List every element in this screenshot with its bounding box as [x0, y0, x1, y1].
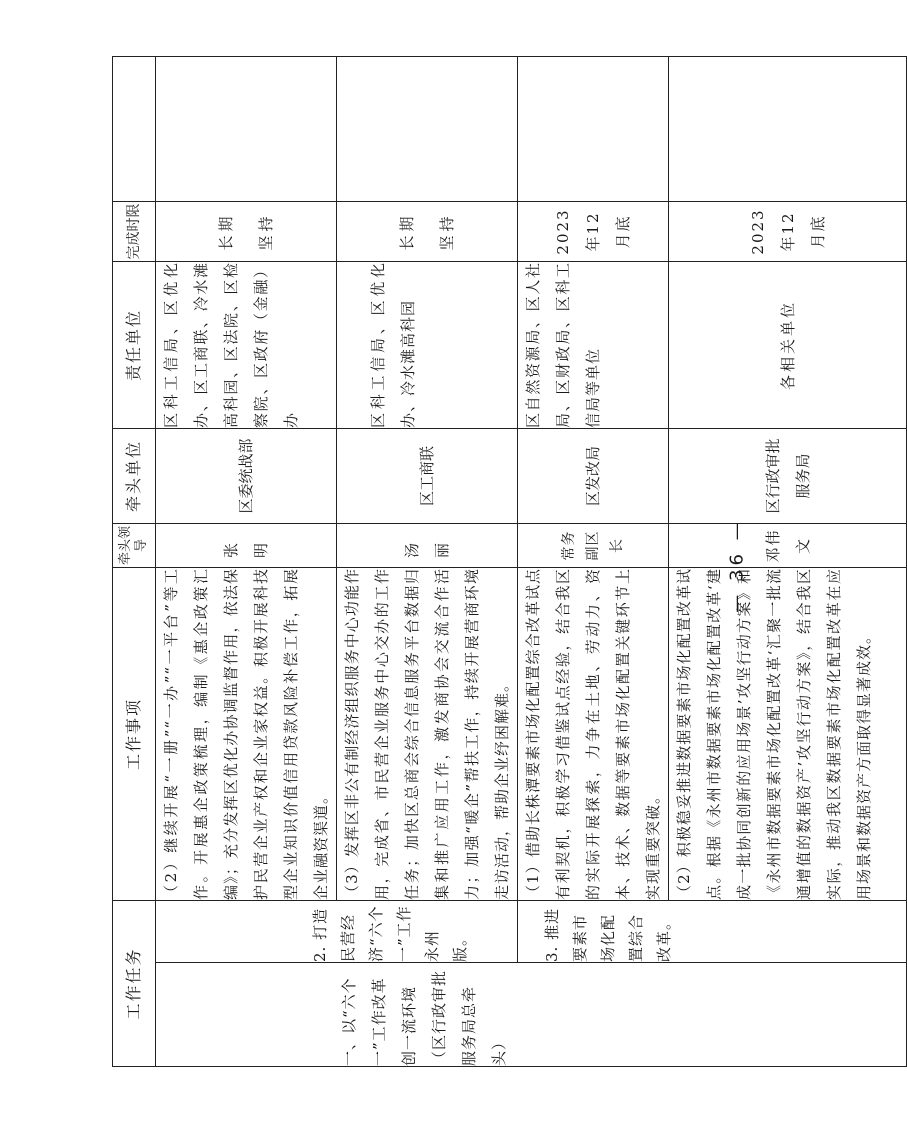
- rotated-table-wrapper: [112, 57, 873, 1067]
- main-task-text: 一、以“六个一”工作改革创一流环境（区行政审批服务局总牵头）: [340, 969, 508, 1066]
- main-task-cell: [156, 963, 907, 1067]
- table-row: [156, 56, 337, 1066]
- header-lead-unit: 牵头单位: [113, 428, 156, 523]
- table-row: [518, 56, 669, 1066]
- page-number: — 36 —: [726, 518, 748, 613]
- item-cell: [156, 567, 337, 900]
- lead-unit-cell: 区行政审批服务局: [669, 428, 907, 523]
- deadline-cell: 2023年12月底: [669, 201, 907, 261]
- resp-unit-cell: 区自然资源局、区人社局、区财政局、区科工信局等单位: [518, 261, 669, 428]
- header-resp-unit: 责任单位: [113, 261, 156, 428]
- item-text: （3）发挥区非公有制经济组织服务中心功能作用，完成省、市民营企业服务中心交办的工作任务；加快区总商会综合信息服务平台数据归集和推广应用工作，激发商协会交流合作活力；加强“暖企”帮扶工作，持续开展营商环境走访活动，帮助企业纾困解难。: [343, 567, 511, 900]
- resp-unit-cell: 各相关单位: [669, 261, 907, 428]
- subtask-2-text: 2. 打造民营经济“六个一”工作永州版。: [311, 905, 469, 962]
- header-deadline: 完成时限: [113, 201, 156, 261]
- header-row: [113, 56, 156, 1066]
- work-plan-table: [112, 56, 907, 1067]
- header-spare: [113, 56, 156, 201]
- spare-cell: [669, 56, 907, 201]
- deadline-cell: 2023年12月底: [518, 201, 669, 261]
- leader-cell: 张明: [156, 523, 337, 567]
- spare-cell: [156, 56, 337, 201]
- spare-cell: [518, 56, 669, 201]
- header-leader: 牵头领导: [113, 523, 156, 567]
- lead-unit-cell: 区发改局: [518, 428, 669, 523]
- resp-unit-cell: 区科工信局、区优化办、区工商联、冷水滩高科园、区法院、区检察院、区政府（金融）办: [156, 261, 337, 428]
- resp-unit-cell: 区科工信局、区优化办、冷水滩高科园: [337, 261, 518, 428]
- lead-unit-cell: 区委统战部: [156, 428, 337, 523]
- header-items: 工作事项: [113, 567, 156, 900]
- subtask-3-cell: [518, 900, 907, 962]
- item-text: （1）借助长株潭要素市场化配置综合改革试点有利契机，积极学习借鉴试点经验，结合我区的实际开展探索，力争在土地、劳动力、资本、技术、数据等要素市场化配置关键环节上实现重要突破。: [524, 567, 662, 900]
- header-task: 工作任务: [113, 900, 156, 1066]
- spare-cell: [337, 56, 518, 201]
- item-cell: [337, 567, 518, 900]
- item-text: （2）积极稳妥推进数据要素市场化配置改革试点。根据《永州市数据要素市场化配置改革‘建成一批协同创新的应用场景’攻坚行动方案》和《永州市数据要素市场化配置改革‘汇聚一批流通增值的数据资产’攻坚行动方案》，结合我区实际，推动我区数据要素市场化配置改革在应用场景和数据资产方面取得显著成效。: [675, 567, 873, 900]
- item-text: （2）继续开展“一册”“一办”“一平台”等工作。开展惠企政策梳理，编制《惠企政策汇编》；充分发挥区优化办协调监督作用，依法保护民营企业产权和企业家权益。积极开展科技型企业知识价值信用贷款风险补偿工作，拓展企业融资渠道。: [162, 567, 330, 900]
- leader-cell: 汤丽: [337, 523, 518, 567]
- lead-unit-cell: 区工商联: [337, 428, 518, 523]
- subtask-2-cell: [156, 900, 518, 962]
- leader-cell: 邓伟文: [669, 523, 907, 567]
- deadline-cell: 长期坚持: [156, 201, 337, 261]
- subtask-3-text: 3. 推进要素市场化配置综合改革。: [543, 907, 673, 962]
- item-cell: [669, 567, 907, 900]
- leader-cell: 常务副区长: [518, 523, 669, 567]
- item-cell: [518, 567, 669, 900]
- deadline-cell: 长期坚持: [337, 201, 518, 261]
